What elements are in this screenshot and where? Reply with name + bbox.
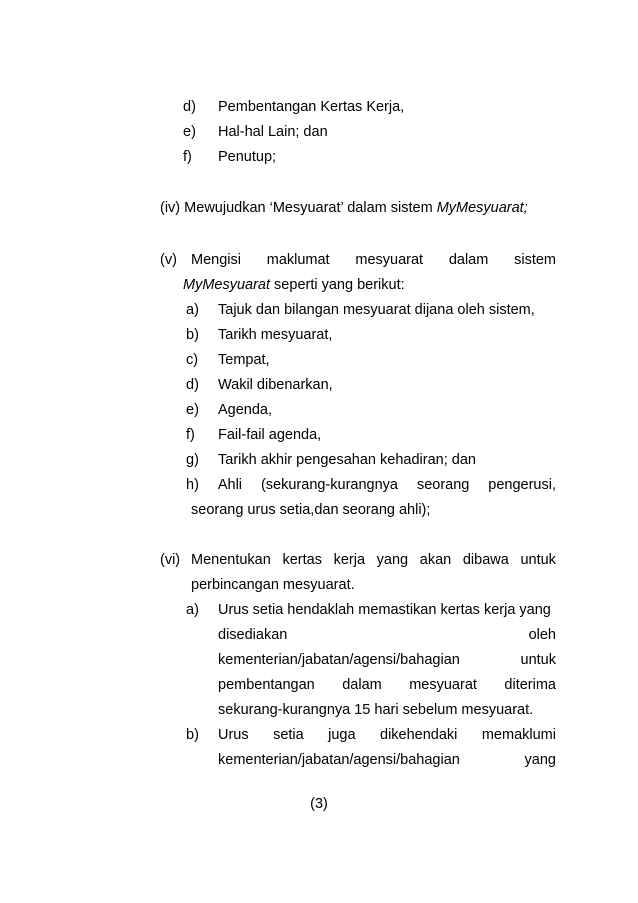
- item-a-line1: Urus setia hendaklah memastikan kertas kerja yang: [218, 602, 551, 618]
- word: sistem: [514, 252, 556, 268]
- marker-e: e): [183, 124, 196, 140]
- item-marker: a): [186, 602, 199, 618]
- item-h-line2: seorang urus setia,dan seorang ahli);: [191, 502, 431, 518]
- word: kementerian/jabatan/agensi/bahagian: [218, 752, 460, 768]
- item-h-line1: [186, 476, 556, 494]
- list-item-text: Pembentangan Kertas Kerja,: [218, 99, 405, 115]
- word: kerja: [333, 552, 366, 568]
- word: untuk: [520, 652, 556, 668]
- word: oleh: [528, 627, 556, 643]
- word: (sekurang-kurangnya: [260, 477, 398, 493]
- word: dalam: [448, 252, 489, 268]
- word: Menentukan: [191, 552, 271, 568]
- item-text: Agenda,: [218, 402, 273, 418]
- word: diterima: [504, 677, 556, 693]
- word: seorang: [416, 477, 470, 493]
- item-marker: e): [186, 402, 199, 418]
- item-b-line2: [218, 751, 556, 769]
- word: yang: [524, 752, 556, 768]
- item-marker: b): [186, 327, 199, 343]
- page-number: (3): [310, 796, 328, 812]
- item-text: Tarikh mesyuarat,: [218, 327, 333, 343]
- item-text: Tempat,: [218, 352, 270, 368]
- word: yang: [376, 552, 409, 568]
- line-text: seperti yang berikut:: [270, 277, 405, 293]
- section-v-line2: [183, 276, 405, 294]
- section-v-line1: [191, 251, 556, 269]
- section-iv-italic: MyMesyuarat;: [436, 200, 528, 216]
- section-v-marker: (v): [160, 252, 177, 268]
- item-b-line1: [218, 726, 556, 744]
- word: kertas: [282, 552, 322, 568]
- word: untuk: [520, 552, 556, 568]
- marker-d: d): [183, 99, 196, 115]
- word: dalam: [342, 677, 382, 693]
- section-vi-line2: perbincangan mesyuarat.: [191, 577, 355, 593]
- item-text: Wakil dibenarkan,: [218, 377, 333, 393]
- word: akan: [419, 552, 452, 568]
- word: memaklumi: [481, 727, 556, 743]
- item-marker: g): [186, 452, 199, 468]
- section-vi-marker: (vi): [160, 552, 181, 568]
- item-marker: a): [186, 302, 199, 318]
- word: maklumat: [266, 252, 330, 268]
- section-iv-text: Mewujudkan ‘Mesyuarat’ dalam sistem: [184, 200, 437, 216]
- item-marker: d): [186, 377, 199, 393]
- word: dibawa: [462, 552, 509, 568]
- list-item-text: Penutup;: [218, 149, 277, 165]
- word: pembentangan: [218, 677, 315, 693]
- word: Ahli: [217, 477, 243, 493]
- section-iv-marker: (iv): [160, 200, 181, 216]
- item-text: Tajuk dan bilangan mesyuarat dijana oleh sistem,: [218, 302, 535, 318]
- word: mesyuarat: [409, 677, 477, 693]
- section-vi-line1: [191, 551, 556, 569]
- word: mesyuarat: [355, 252, 424, 268]
- list-item-text: Hal-hal Lain; dan: [218, 124, 328, 140]
- word: pengerusi,: [488, 477, 556, 493]
- item-a-line4: [218, 676, 556, 694]
- item-a-line2: [218, 626, 556, 644]
- section-iv: [160, 199, 528, 217]
- item-marker: b): [186, 727, 199, 743]
- word: h): [186, 477, 199, 493]
- word: disediakan: [218, 627, 288, 643]
- word: Urus: [218, 727, 249, 743]
- item-text: Fail-fail agenda,: [218, 427, 322, 443]
- item-marker: c): [186, 352, 199, 368]
- word: setia: [273, 727, 304, 743]
- item-marker: f): [186, 427, 195, 443]
- item-a-line3: [218, 651, 556, 669]
- word: juga: [328, 727, 356, 743]
- marker-f: f): [183, 149, 192, 165]
- word: dikehendaki: [380, 727, 458, 743]
- italic-system-name: MyMesyuarat: [183, 277, 271, 293]
- word: Mengisi: [191, 252, 241, 268]
- item-a-line5: sekurang-kurangnya 15 hari sebelum mesyuarat.: [218, 702, 534, 718]
- word: kementerian/jabatan/agensi/bahagian: [218, 652, 460, 668]
- item-text: Tarikh akhir pengesahan kehadiran; dan: [218, 452, 476, 468]
